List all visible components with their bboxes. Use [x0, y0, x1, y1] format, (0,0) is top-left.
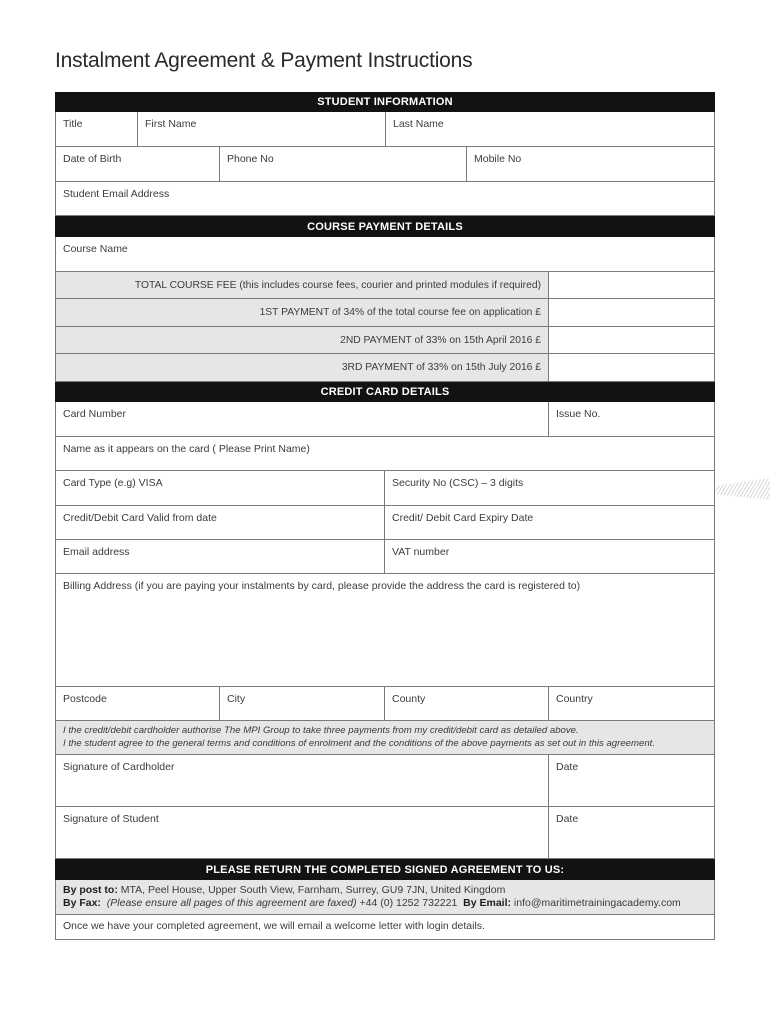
card-number-row — [55, 402, 715, 437]
fax-number: +44 (0) 1252 732221 — [356, 897, 461, 909]
fax-email-line — [63, 897, 707, 910]
field-label: Date — [556, 761, 579, 773]
total-fee-input[interactable] — [549, 272, 714, 298]
fee-label: 1ST PAYMENT of 34% of the total course fee on application £ — [56, 299, 549, 326]
field-label: Email address — [63, 546, 130, 558]
field-label: VAT number — [392, 546, 450, 558]
card-type-field[interactable] — [56, 471, 385, 505]
section-header-card: CREDIT CARD DETAILS — [55, 382, 715, 402]
section-header-student: STUDENT INFORMATION — [55, 92, 715, 112]
field-label: First Name — [145, 118, 197, 130]
post-line — [63, 884, 707, 897]
field-label: Credit/ Debit Card Expiry Date — [392, 512, 534, 524]
card-number-field[interactable] — [56, 402, 549, 436]
card-name-field[interactable] — [56, 437, 714, 470]
fax-note: (Please ensure all pages of this agreement are faxed) — [106, 897, 357, 909]
fee-label: 3RD PAYMENT of 33% on 15th July 2016 £ — [56, 354, 549, 381]
fee-row-total — [55, 272, 715, 299]
mobile-field[interactable] — [467, 147, 714, 181]
field-label: Card Type (e.g) VISA — [63, 477, 163, 489]
student-email-field[interactable] — [56, 182, 714, 215]
billing-address-field[interactable] — [56, 574, 714, 686]
postcode-field[interactable] — [56, 687, 220, 720]
field-label: Student Email Address — [63, 188, 170, 200]
card-dates-row — [55, 506, 715, 540]
return-details — [56, 880, 714, 914]
fee-row-third-payment — [55, 354, 715, 382]
post-label: By post to: — [63, 884, 118, 896]
fee-label: TOTAL COURSE FEE (this includes course fees, courier and printed modules if required) — [56, 272, 549, 298]
return-details-row — [55, 880, 715, 915]
first-name-field[interactable] — [138, 112, 386, 146]
field-label: Signature of Cardholder — [63, 761, 175, 773]
field-label: City — [227, 693, 246, 705]
cardholder-signature-row — [55, 755, 715, 807]
field-label: Billing Address (if you are paying your instalments by card, please provide the address the card is registered to) — [63, 580, 581, 592]
field-label: Phone No — [227, 153, 274, 165]
field-label: Card Number — [63, 408, 127, 420]
post-address: MTA, Peel House, Upper South View, Farnham, Surrey, GU9 7JN, United Kingdom — [117, 884, 506, 896]
cardholder-signature-field[interactable] — [56, 755, 549, 806]
field-label: Date — [556, 813, 579, 825]
field-label: Title — [63, 118, 83, 130]
field-label: Issue No. — [556, 408, 601, 420]
student-email-row — [55, 182, 715, 216]
email-address[interactable]: info@maritimetrainingacademy.com — [511, 897, 681, 909]
first-payment-input[interactable] — [549, 299, 714, 326]
field-label: County — [392, 693, 426, 705]
student-contact-row — [55, 147, 715, 182]
valid-from-field[interactable] — [56, 506, 385, 539]
footer-note-row — [55, 915, 715, 940]
student-signature-row — [55, 807, 715, 859]
section-header-course: COURSE PAYMENT DETAILS — [55, 216, 715, 237]
course-name-row — [55, 237, 715, 272]
last-name-field[interactable] — [386, 112, 714, 146]
email-label: By Email: — [463, 897, 512, 909]
field-label: Postcode — [63, 693, 107, 705]
field-label: Course Name — [63, 243, 128, 255]
address-details-row — [55, 687, 715, 721]
decorative-hatch — [716, 478, 770, 500]
billing-address-row — [55, 574, 715, 687]
authorisation-text — [56, 721, 714, 754]
card-name-row — [55, 437, 715, 471]
second-payment-input[interactable] — [549, 327, 714, 353]
expiry-date-field[interactable] — [385, 506, 714, 539]
student-signature-field[interactable] — [56, 807, 549, 858]
fax-label: By Fax: — [63, 897, 101, 909]
authorisation-line: I the credit/debit cardholder authorise The MPI Group to take three payments from my credit/debit card as detailed above. — [63, 725, 579, 736]
issue-no-field[interactable] — [549, 402, 714, 436]
student-date-field[interactable] — [549, 807, 714, 858]
fee-row-first-payment — [55, 299, 715, 327]
field-label: Mobile No — [474, 153, 522, 165]
fee-row-second-payment — [55, 327, 715, 354]
card-type-row — [55, 471, 715, 506]
instalment-form — [55, 92, 715, 940]
authorisation-row — [55, 721, 715, 755]
vat-number-field[interactable] — [385, 540, 714, 573]
security-no-field[interactable] — [385, 471, 714, 505]
card-email-field[interactable] — [56, 540, 385, 573]
city-field[interactable] — [220, 687, 385, 720]
student-name-row — [55, 112, 715, 147]
field-label: Credit/Debit Card Valid from date — [63, 512, 217, 524]
page-title: Instalment Agreement & Payment Instructions — [55, 49, 473, 72]
card-email-row — [55, 540, 715, 574]
country-field[interactable] — [549, 687, 714, 720]
field-label: Signature of Student — [63, 813, 159, 825]
authorisation-line: I the student agree to the general terms and conditions of enrolment and the conditions of the above payments as set out in this agreement. — [63, 737, 655, 749]
cardholder-date-field[interactable] — [549, 755, 714, 806]
third-payment-input[interactable] — [549, 354, 714, 381]
date-of-birth-field[interactable] — [56, 147, 220, 181]
field-label: Name as it appears on the card ( Please Print Name) — [63, 443, 310, 455]
county-field[interactable] — [385, 687, 549, 720]
field-label: Date of Birth — [63, 153, 122, 165]
field-label: Security No (CSC) – 3 digits — [392, 477, 524, 489]
title-field[interactable] — [56, 112, 138, 146]
fee-label: 2ND PAYMENT of 33% on 15th April 2016 £ — [56, 327, 549, 353]
footer-note: Once we have your completed agreement, we will email a welcome letter with login details. — [63, 920, 485, 932]
field-label: Country — [556, 693, 593, 705]
section-header-return: PLEASE RETURN THE COMPLETED SIGNED AGREEMENT TO US: — [55, 859, 715, 880]
field-label: Last Name — [393, 118, 444, 130]
course-name-field[interactable] — [56, 237, 714, 271]
phone-field[interactable] — [220, 147, 467, 181]
